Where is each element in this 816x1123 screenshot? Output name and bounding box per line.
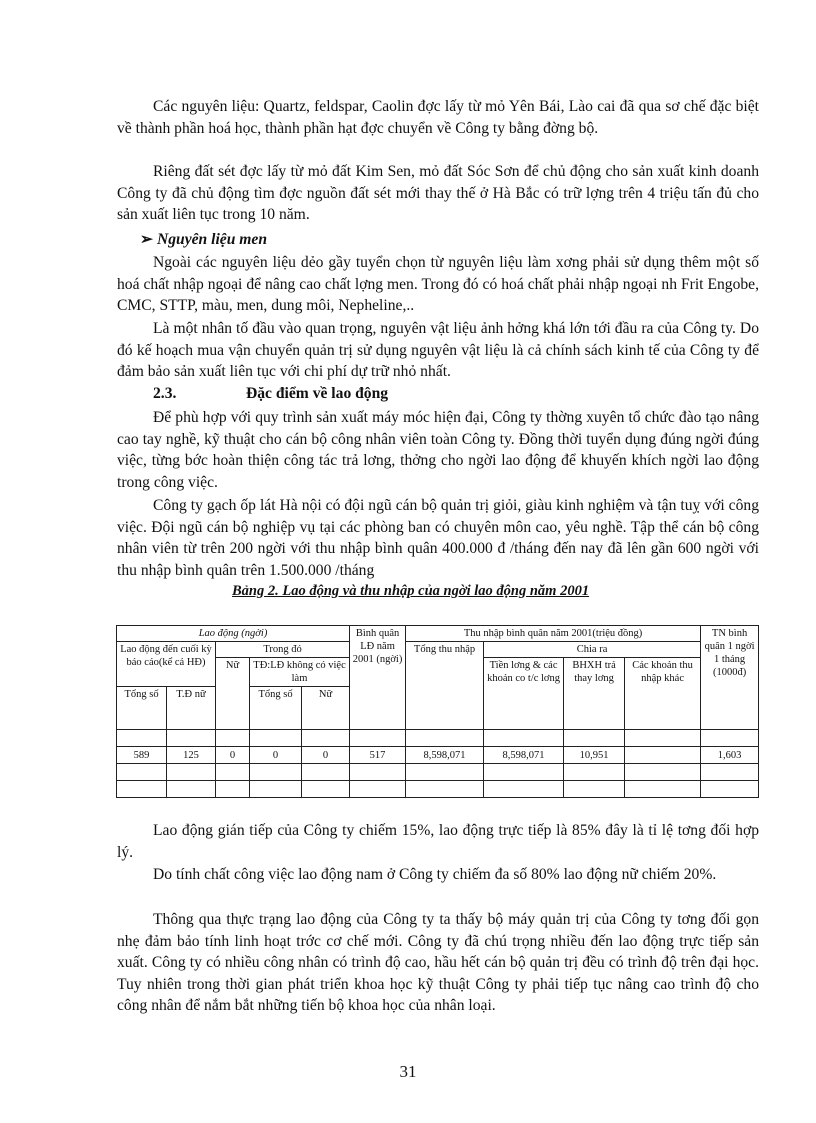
- heading-glaze-materials: [140, 230, 267, 249]
- paragraph-materials-importance: Là một nhân tố đầu vào quan trọng, nguyên vật liệu ảnh hởng khá lớn tới đầu ra của Công ty. Do đó kế hoạch mua vận chuyển quản trị sử dụng nguyên vật liệu là cả chính sách kinh tế của Công ty để đảm bảo sản xuất liên tục với chi phí dự trữ nhỏ nhất.: [117, 320, 759, 380]
- labor-income-table: [116, 625, 759, 798]
- cell-nu: 0: [216, 747, 250, 764]
- header-breakdown: Chia ra: [484, 642, 701, 658]
- header-female-count: T.Đ nữ: [167, 687, 216, 730]
- table-row: [117, 781, 759, 798]
- header-avg-labor: Bình quân LĐ năm 2001 (ngời): [350, 626, 406, 730]
- table-row: [117, 747, 759, 764]
- header-income: Thu nhập bình quân năm 2001(triệu đồng): [406, 626, 701, 642]
- header-total-income: Tổng thu nhập: [406, 642, 484, 730]
- header-other-income: Các khoản thu nhập khác: [625, 658, 701, 730]
- table-caption: Bảng 2. Lao động và thu nhập của ngời lao động năm 2001: [232, 583, 590, 599]
- page-number: 31: [399, 1062, 417, 1081]
- cell-wages: 8,598,071: [484, 747, 564, 764]
- section-title: Đặc điểm về lao động: [246, 385, 389, 402]
- cell-total: 589: [117, 747, 167, 764]
- cell-avg-labor: 517: [350, 747, 406, 764]
- paragraph-raw-materials: Các nguyên liệu: Quartz, feldspar, Caolin đợc lấy từ mỏ Yên Bái, Lào cai đã qua sơ chế đặc biệt về thành phần hoá học, thành phần hạt đợc chuyển về Công ty bằng đờng bộ.: [117, 98, 759, 137]
- header-female: Nữ: [216, 658, 250, 730]
- paragraph-glaze-chemicals: Ngoài các nguyên liệu dẻo gầy tuyển chọn từ nguyên liệu làm xơng phải sử dụng thêm một số hoá chất nhập ngoại để nâng cao chất lợng men. Trong đó có hoá chất phải nhập ngoại nh Frit Engobe, CMC, STTP, màu, men, dung môi, Nepheline,..: [117, 254, 759, 314]
- cell-social-insurance: 10,951: [564, 747, 625, 764]
- heading-text: Nguyên liệu men: [156, 231, 268, 248]
- paragraph-clay: Riêng đất sét đợc lấy từ mỏ đất Kim Sen, mỏ đất Sóc Sơn để chủ động cho sản xuất kinh doanh Công ty đã chủ động tìm đợc nguồn đất sét mới thay thế ở Hà Bắc có trữ lợng trên 4 triệu tấn đủ cho sản xuất liên tục trong 10 năm.: [117, 163, 759, 223]
- paragraph-conclusion: Thông qua thực trạng lao động của Công ty ta thấy bộ máy quản trị của Công ty tơng đối gọn nhẹ đảm bảo tính linh hoạt trớc cơ chế mới. Công ty đã chú trọng nhiều đến lao động trực tiếp sản xuất. Công ty có nhiều công nhân có trình độ cao, hầu hết cán bộ quản trị đều có trình độ trên đại học. Tuy nhiên trong thời gian phát triển khoa học kỹ thuật Công ty phải tiếp tục nâng cao trình độ cho công nhân để nắm bắt những tiến bộ khoa học của nhân loại.: [117, 911, 759, 1014]
- paragraph-indirect-labor: Lao động gián tiếp của Công ty chiếm 15%, lao động trực tiếp là 85% đây là tỉ lệ tơng đối hợp lý.: [117, 822, 759, 861]
- cell-other-income: [625, 747, 701, 764]
- table-row: [117, 764, 759, 781]
- header-monthly-income: TN bình quân 1 ngời 1 tháng (1000đ): [701, 626, 759, 730]
- header-total-count: Tổng số: [117, 687, 167, 730]
- header-wages: Tiền lơng & các khoản co t/c lơng: [484, 658, 564, 730]
- cell-unemployed-female: 0: [302, 747, 350, 764]
- header-female-2: Nữ: [302, 687, 350, 730]
- paragraph-gender-ratio: Do tính chất công việc lao động nam ở Công ty chiếm đa số 80% lao động nữ chiếm 20%.: [153, 866, 717, 883]
- header-social-insurance: BHXH trả thay lơng: [564, 658, 625, 730]
- bullet-arrow-icon: ➢: [140, 231, 154, 248]
- cell-female: 125: [167, 747, 216, 764]
- header-total-count-2: Tổng số: [250, 687, 302, 730]
- cell-total-income: 8,598,071: [406, 747, 484, 764]
- header-unemployed: TĐ:LĐ không có việc làm: [250, 658, 350, 687]
- header-labor-end: Lao động đến cuối kỳ báo cáo(kể cả HĐ): [117, 642, 216, 687]
- cell-monthly-income: 1,603: [701, 747, 759, 764]
- paragraph-staff: Công ty gạch ốp lát Hà nội có đội ngũ cán bộ quản trị giỏi, giàu kinh nghiệm và tận tuỵ với công việc. Đội ngũ cán bộ nghiệp vụ tại các phòng ban có chuyên môn cao, yêu nghề. Tập thể cán bộ công nhân viên từ trên 200 ngời với thu nhập bình quân 400.000 đ /tháng đến nay đã lên gần 600 ngời với thu nhập bình quân trên 1.500.000 /tháng: [117, 497, 759, 579]
- header-of-which: Trong đó: [216, 642, 350, 658]
- section-number: 2.3.: [153, 385, 177, 402]
- cell-unemployed-total: 0: [250, 747, 302, 764]
- paragraph-training: Để phù hợp với quy trình sản xuất máy móc hiện đại, Công ty thờng xuyên tổ chức đào tạo nâng cao tay nghề, kỹ thuật cho cán bộ công nhân viên toàn Công ty. Đồng thời tuyển dụng đúng ngời đúng việc, từng bớc hoàn thiện công tác trả lơng, thởng cho ngời lao động để khuyến khích ngời lao động trong công việc.: [117, 409, 759, 491]
- table-row: [117, 730, 759, 747]
- header-labor: Lao động (ngời): [117, 626, 350, 642]
